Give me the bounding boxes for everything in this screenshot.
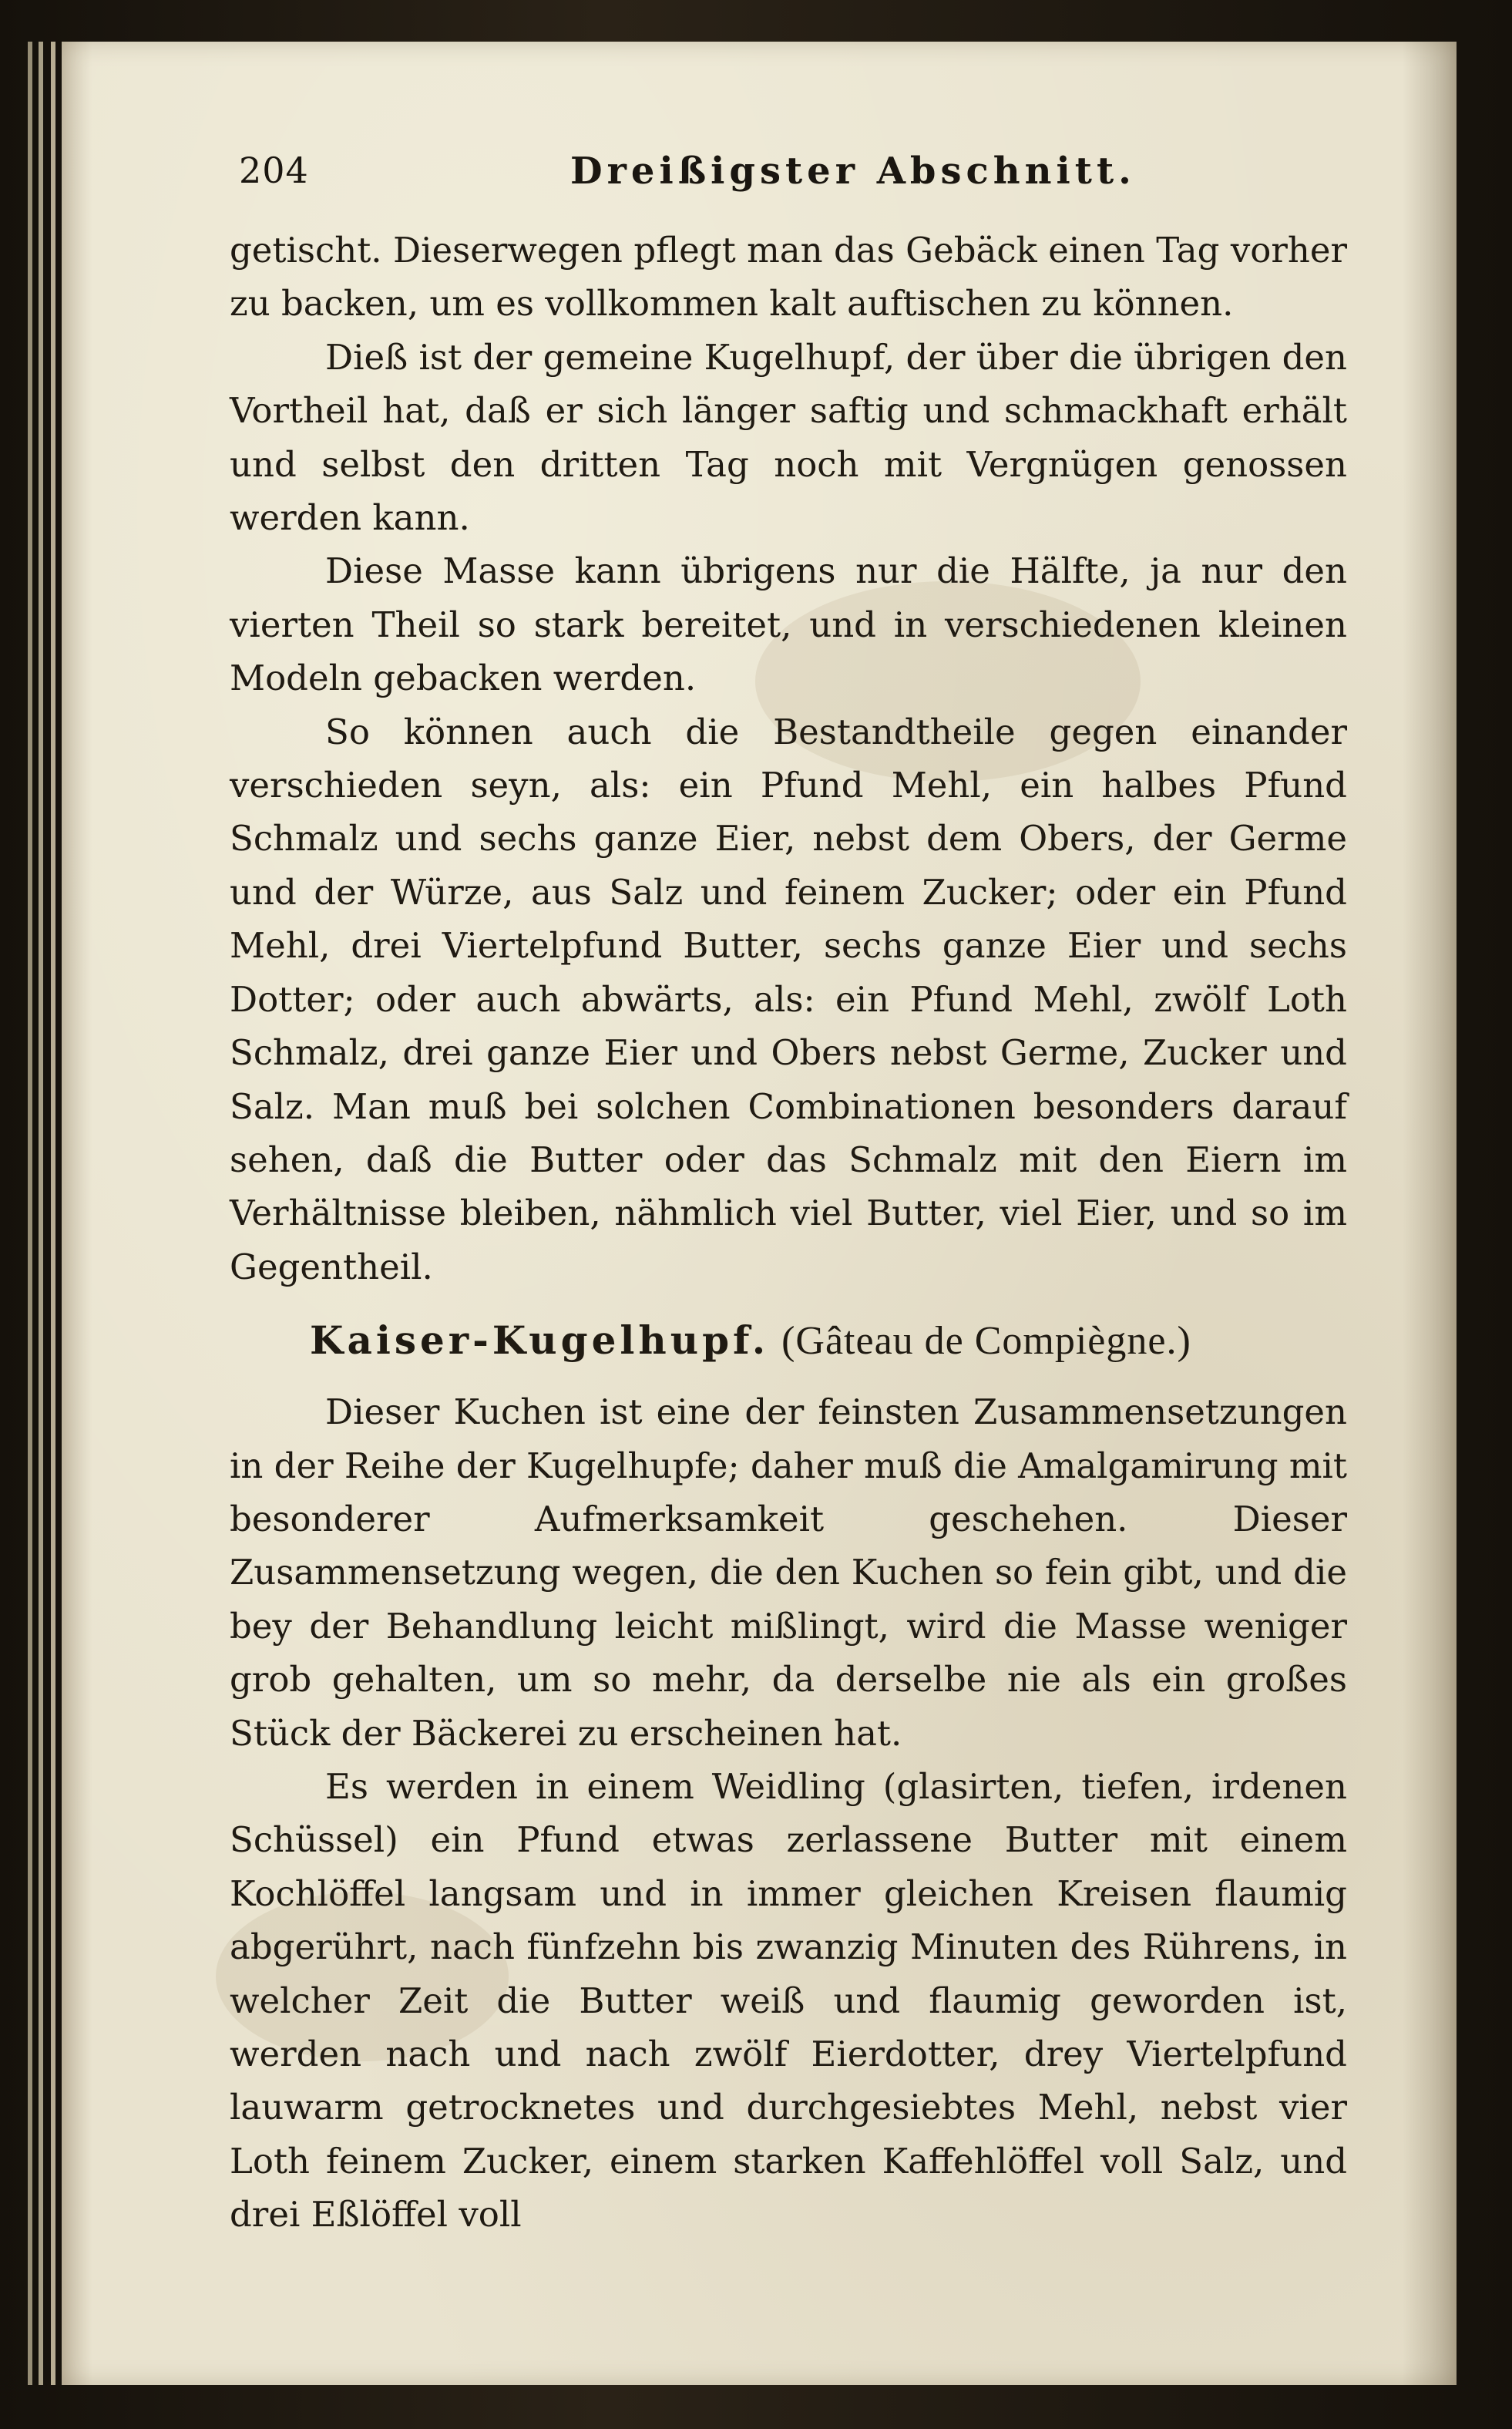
page-edge [51,42,55,2385]
paragraph: Diese Masse kann übrigens nur die Hälfte, ja nur den vierten Theil so stark bereitet, und in verschiedenen kleinen Modeln gebacken werden. [230,550,1347,699]
page-edge [39,42,43,2385]
paragraph: Dieß ist der gemeine Kugelhupf, der über die übrigen den Vortheil hat, daß er sich länger saftig und schmackhaft erhält und selbst den dritten Tag noch mit Vergnügen genossen werden kann. [230,336,1347,539]
page-header [239,143,1364,213]
section-title: Kaiser-Kugelhupf. [310,1317,770,1364]
paragraph: getischt. Dieserwegen pflegt man das Gebäck einen Tag vorher zu backen, um es vollkommen kalt auftischen zu können. [230,230,1347,325]
page-number: 204 [239,150,309,191]
paragraph: Es werden in einem Weidling (glasirten, tiefen, irdenen Schüssel) ein Pfund etwas zerlassene Butter mit einem Kochlöffel langsam und in immer gleichen Kreisen flaumig abgerührt, nach fünfzehn bis zwanzig Minuten des Rührens, in welcher Zeit die Butter weiß und flaumig geworden ist, werden nach und nach zwölf Eierdotter, drey Viertelpfund lauwarm getrocknetes und durchgesiebtes Mehl, nebst vier Loth feinem Zucker, einem starken Kaffehlöffel voll Salz, und drei Eßlöffel voll [230,1765,1347,2236]
paragraph: Dieser Kuchen ist eine der feinsten Zusammensetzungen in der Reihe der Kugelhupfe; daher muß die Amalgamirung mit besonderer Aufmerksamkeit geschehen. Dieser Zusammensetzung wegen, die den Kuchen so fein gibt, und die bey der Behandlung leicht mißlingt, wird die Masse weniger grob gehalten, um so mehr, da derselbe nie als ein großes Stück der Bäckerei zu erscheinen hat. [230,1391,1347,1754]
section-subtitle: (Gâteau de Compiègne.) [781,1319,1191,1364]
paragraph: So können auch die Bestandtheile gegen einander verschieden seyn, als: ein Pfund Mehl, ein halbes Pfund Schmalz und sechs ganze Eier, nebst dem Obers, der Germe und der Würze, aus Salz und feinem Zucker; oder ein Pfund Mehl, drei Viertelpfund Butter, sechs ganze Eier und sechs Dotter; oder auch abwärts, als: ein Pfund Mehl, zwölf Loth Schmalz, drei ganze Eier und Obers nebst Germe, Zucker und Salz. Man muß bei solchen Combinationen besonders darauf sehen, daß die Butter oder das Schmalz mit den Eiern im Verhältnisse bleiben, nähmlich viel Butter, viel Eier, und so im Gegentheil. [230,711,1347,1287]
running-head: Dreißigster Abschnitt. [570,150,1136,193]
section-heading [230,1314,1347,1368]
body-text [230,224,1347,2242]
page-edge [28,42,32,2385]
